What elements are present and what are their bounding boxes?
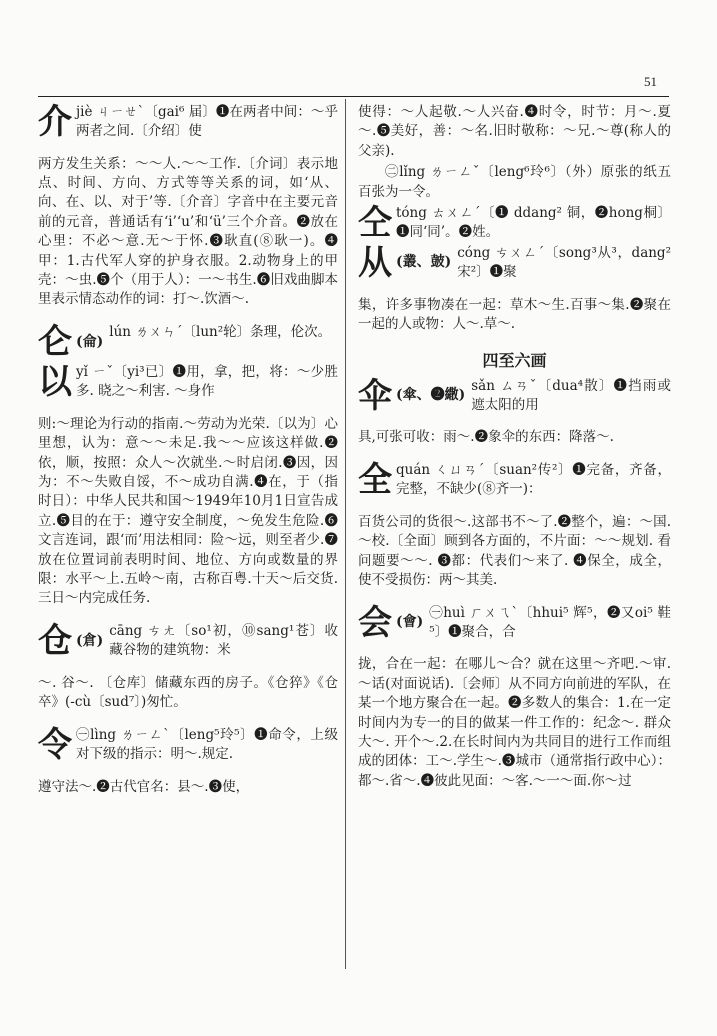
headword: 以 — [38, 362, 72, 403]
right-column — [358, 103, 671, 805]
variant-form: (叢、皷) — [396, 254, 452, 271]
column-divider — [345, 99, 346, 969]
head-gloss: quán ㄑㄩㄢˊ〔suan²传²〕❶完备，齐备，完整，不缺少(⑧齐一)： — [396, 462, 671, 498]
head-gloss: sǎn ㄙㄢˇ〔dua⁴散〕❶挡雨或遮太阳的用 — [471, 377, 671, 413]
continued-text: 使得：～人起敬.～人兴奋.❹时令，时节：月～.夏～.❺美好，善：～名.旧时敬称：～兄.～尊(称人的父亲). — [358, 104, 671, 159]
entry-body: 百货公司的货很～.这部书不～了.❷整个，遍：～国.～校.〔全面〕顾到各方面的，不片面：～～规划. 看问题要～～. ❸都：代表们～来了. ❹保全，成全，使不受损伤：两～其美. — [358, 513, 671, 588]
entry-body: 两方发生关系：～～人.～～工作.〔介词〕表示地点、时间、方向、方式等等关系的词，如‘从、向、在、以、对于’等.〔介音〕字音中在主要元音前的元音，普通话有‘i’‘u’和‘ü’三个介音。❷放在心里：不必～意.无～于怀.❸耿直(⑧耿一)。❹甲：1.古代军人穿的护身衣服。2.动物身上的甲壳：～虫.❺个（用于人）：一～书生.❻旧戏曲脚本里表示情态动作的词：打～.饮酒～. — [38, 155, 338, 308]
headword: 仝 — [358, 203, 392, 244]
headword: 全 — [358, 460, 392, 501]
head-gloss: jiè ㄐㄧㄝˋ〔gai⁶ 届〕❶在两者中间：～乎两者之间.〔介绍〕使 — [76, 104, 338, 139]
headword: 伞 — [358, 375, 392, 416]
head-gloss: yǐ ㄧˇ〔yi³已〕❶用，拿，把，将：～少胜多. 晓之～利害. ～身作 — [76, 364, 338, 400]
entry-body: 具,可张可收：雨～.❷象伞的东西：降落～. — [358, 429, 614, 446]
entry-body: 遵守法～.❷古代官名：县～.❸使， — [38, 778, 250, 795]
dictionary-entry — [358, 204, 671, 242]
continued-text: ㊁lǐng ㄌㄧㄥˇ〔leng⁶玲⁶〕（外）原张的纸五百张为一令。 — [358, 164, 671, 200]
entry-body: ～. 谷～. 〔仓库〕储藏东西的房子。《仓猝》《仓卒》(-cù〔sud⁷〕)匆忙。 — [38, 674, 338, 711]
headword: 从 — [358, 243, 392, 284]
dictionary-entry — [358, 461, 671, 590]
dictionary-entry — [358, 377, 671, 448]
page-number: 51 — [644, 74, 657, 89]
dictionary-entry — [358, 604, 671, 791]
variant-form: (倉) — [76, 632, 104, 649]
variant-form: (傘、❷繖) — [396, 387, 466, 404]
dictionary-entry — [38, 622, 338, 712]
headword: 仑 — [38, 322, 72, 363]
dictionary-entry — [358, 244, 671, 334]
head-gloss: cāng ㄘㄤ〔so¹初，⑩sang¹苍〕收藏谷物的建筑物：米 — [109, 623, 338, 659]
header-rule — [38, 96, 669, 97]
variant-form: (侖) — [76, 333, 104, 350]
headword: 介 — [38, 102, 72, 142]
variant-form: (會) — [396, 614, 424, 631]
left-column — [38, 103, 338, 811]
headword: 令 — [38, 725, 72, 766]
head-gloss: lún ㄌㄨㄣˊ〔lun²轮〕条理，伦次。 — [109, 324, 332, 341]
dictionary-entry — [38, 323, 338, 361]
head-gloss: ㊀huì ㄏㄨㄟˋ〔hhui⁵ 辉⁵，❷又oi⁵ 鞋⁵〕❶聚合，合 — [429, 604, 671, 640]
section-heading: 四至六画 — [482, 350, 547, 370]
dictionary-entry — [38, 726, 338, 797]
dictionary-entry — [38, 363, 338, 609]
head-gloss: cóng ㄘㄨㄥˊ〔song³从³，dang²宋²〕❶聚 — [457, 245, 671, 281]
head-gloss: tóng ㄊㄨㄥˊ〔❶ ddang² 铜，❷hong桐〕❶同‘同’。❷姓。 — [396, 205, 671, 241]
entry-body: 则:～理论为行动的指南.～劳动为光荣.〔以为〕心里想，认为：意～～未足.我～～应该这样做.❷依，顺，按照：众人～次就坐.～时启闭.❸因，因为：不～失败自馁，不～成功自满.❹在，于（指时日）：中华人民共和国～1949年10月1日宣告成立.❺目的在于：遵守安全制度，～免发生危险.❻文言连词，跟‘而’用法相同：险～远，则至者少.❼放在位置词前表明时间、地位、方向或数量的界限：水平～上.五岭～南，古称百粤.十天～后交货.三日～内完成任务. — [38, 415, 338, 607]
headword: 会 — [358, 602, 392, 643]
entry-body: 集，许多事物凑在一起：草木～生.百事～集.❷聚在一起的人或物：人～.草～. — [358, 296, 671, 332]
headword: 仓 — [38, 621, 72, 662]
dictionary-entry — [38, 103, 338, 310]
entry-body: 拢，合在一起：在哪儿～合？就在这里～齐吧.～审.～话(对面说话).〔会师〕从不同方向前进的军队，在某一个地方聚合在一起。❷多数人的集合：1.在一定时间内为专一的目的做某一件工作的：纪念～. 群众大～. 开个～.2.在长时间内为共同目的进行工作而组成的团体：工～.学生～.❸城市（通常指行政中心）：都～.省～.❹彼此见面：～客.～一～面.你～过 — [358, 656, 671, 789]
head-gloss: ㊀lìng ㄌㄧㄥˋ〔leng⁵玲⁵〕❶命令，上级对下级的指示：明～.规定. — [76, 727, 338, 763]
